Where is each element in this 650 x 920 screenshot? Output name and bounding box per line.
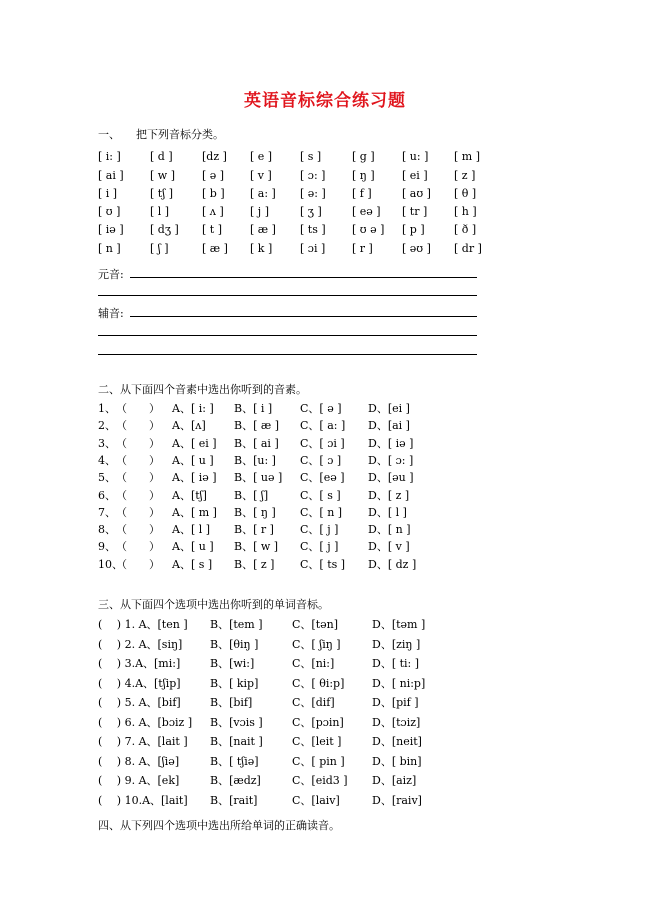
consonant-label: 辅音: [98,307,124,320]
phonetic-symbol: [ ei ] [402,169,428,182]
option-d: D、[tɔiz] [372,716,421,729]
option-b: B、[bif] [210,696,253,709]
question-number: 7、 [98,506,116,519]
question-number: 5、 [98,471,116,484]
option-d: D、[ l ] [368,506,407,519]
option-a: A、[ l ] [172,523,211,536]
option-b: B、[ ai ] [234,437,279,450]
phonetic-symbol: [ æ ] [250,223,276,236]
option-d: D、[ ɔ: ] [368,454,414,467]
option-c: C、[ j ] [300,540,339,553]
phonetic-symbol: [ eə ] [352,205,381,218]
option-b: B、[rait] [210,794,258,807]
option-c: C、[laiv] [292,794,340,807]
option-d: D、[ n ] [368,523,411,536]
option-c: C、[leit ] [292,735,342,748]
option-b: B、[ædz] [210,774,261,787]
phonetic-symbol: [ k ] [250,242,273,255]
phonetic-symbol: [ ʊ ə ] [352,223,385,236]
phonetic-symbol: [ ð ] [454,223,477,236]
phonetic-symbol: [ u: ] [402,150,429,163]
option-c: C、[dif] [292,696,335,709]
question-lead[interactable]: ( ) 7. A、[lait ] [98,735,188,748]
phonetic-symbol: [ əʊ ] [402,242,431,255]
phonetic-symbol: [ ai ] [98,169,124,182]
section1-heading-num: 一、 [98,128,120,141]
phonetic-symbol: [ tʃ ] [150,187,173,200]
option-a: A、[ u ] [172,454,214,467]
option-d: D、[ iə ] [368,437,414,450]
option-a: A、[tʃ] [172,489,207,502]
question-number: 2、 [98,419,116,432]
option-d: D、[təm ] [372,618,426,631]
answer-blank[interactable]: （ ） [116,471,160,484]
option-b: B、[ z ] [234,558,275,571]
section3-heading: 三、从下面四个选项中选出你听到的单词音标。 [98,598,329,611]
option-d: D、[ai ] [368,419,410,432]
question-lead[interactable]: ( ) 10.A、[lait] [98,794,188,807]
consonant-answer-line-3[interactable] [98,354,477,355]
phonetic-symbol: [ l ] [150,205,170,218]
phonetic-symbol: [ dʒ ] [150,223,179,236]
option-d: D、[ z ] [368,489,410,502]
question-lead[interactable]: ( ) 9. A、[ek] [98,774,180,787]
option-d: D、[pif ] [372,696,419,709]
option-d: D、[aiz] [372,774,417,787]
consonant-answer-line-2[interactable] [98,335,477,336]
answer-blank[interactable]: （ ） [116,454,160,467]
option-c: C、[ θi:p] [292,677,345,690]
question-number: 6、 [98,489,116,502]
question-number: 4、 [98,454,116,467]
answer-blank[interactable]: （ ） [116,402,160,415]
section1-heading: 把下列音标分类。 [136,128,224,141]
phonetic-symbol: [ iə ] [98,223,124,236]
answer-blank[interactable]: （ ） [116,419,160,432]
phonetic-symbol: [ ʌ ] [202,205,224,218]
phonetic-symbol: [ ʃ ] [150,242,169,255]
phonetic-symbol: [ i: ] [98,150,121,163]
section4-heading: 四、从下列四个选项中选出所给单词的正确读音。 [98,819,340,832]
question-lead[interactable]: ( ) 3.A、[mi:] [98,657,181,670]
answer-blank[interactable]: （ ） [116,540,160,553]
question-number: 1、 [98,402,116,415]
option-b: B、[wi:] [210,657,255,670]
option-c: C、[ ts ] [300,558,346,571]
phonetic-symbol: [ f ] [352,187,372,200]
option-d: D、[ ti: ] [372,657,420,670]
option-c: C、[tən] [292,618,339,631]
option-a: A、[ ei ] [172,437,217,450]
phonetic-symbol: [ r ] [352,242,373,255]
option-c: C、[ pin ] [292,755,345,768]
option-b: B、[θiŋ ] [210,638,259,651]
option-c: C、[eə ] [300,471,345,484]
answer-blank[interactable]: （ ） [116,506,160,519]
answer-blank[interactable]: （ ） [116,523,160,536]
phonetic-symbol: [ ə: ] [300,187,326,200]
option-d: D、[əu ] [368,471,414,484]
option-c: C、[ a: ] [300,419,346,432]
option-c: C、[ ə ] [300,402,342,415]
phonetic-symbol: [ ɔ: ] [300,169,326,182]
option-b: B、[ tʃiə] [210,755,259,768]
answer-blank[interactable]: （ ） [116,437,160,450]
phonetic-symbol: [ d ] [150,150,173,163]
phonetic-symbol: [ dr ] [454,242,482,255]
option-d: D、[ei ] [368,402,410,415]
question-number: 9、 [98,540,116,553]
vowel-label: 元音: [98,268,124,281]
option-c: C、[ ʃiŋ ] [292,638,341,651]
option-b: B、[ r ] [234,523,274,536]
phonetic-symbol: [ j ] [250,205,269,218]
page-title: 英语音标综合练习题 [244,91,406,111]
question-lead[interactable]: ( ) 5. A、[bif] [98,696,181,709]
vowel-answer-line-2[interactable] [98,295,477,296]
phonetic-symbol: [ g ] [352,150,375,163]
phonetic-symbol: [ z ] [454,169,476,182]
option-d: D、[ ni:p] [372,677,426,690]
phonetic-symbol: [ h ] [454,205,477,218]
phonetic-symbol: [ b ] [202,187,225,200]
section2-heading: 二、从下面四个音素中选出你听到的音素。 [98,383,307,396]
option-b: B、[ ʃ] [234,489,269,502]
option-d: D、[ bin] [372,755,422,768]
option-a: A、[ m ] [172,506,217,519]
phonetic-symbol: [ p ] [402,223,425,236]
option-c: C、[ni:] [292,657,335,670]
question-number: 8、 [98,523,116,536]
option-d: D、[ v ] [368,540,410,553]
option-b: B、[ æ ] [234,419,279,432]
option-b: B、[tem ] [210,618,263,631]
option-b: B、[u: ] [234,454,276,467]
option-b: B、[ ŋ ] [234,506,276,519]
phonetic-symbol: [ s ] [300,150,322,163]
question-number: 10、 [98,558,123,571]
option-b: B、[ kip] [210,677,259,690]
question-lead[interactable]: ( ) 6. A、[bɔiz ] [98,716,193,729]
option-d: D、[raiv] [372,794,422,807]
phonetic-symbol: [ w ] [150,169,175,182]
question-lead[interactable]: ( ) 4.A、[tʃip] [98,677,181,690]
phonetic-symbol: [ t ] [202,223,222,236]
option-a: A、[ i: ] [172,402,214,415]
option-a: A、[ʌ] [172,419,206,432]
option-c: C、[ ɔ ] [300,454,342,467]
option-d: D、[ dz ] [368,558,417,571]
phonetic-symbol: [ aʊ ] [402,187,431,200]
question-lead[interactable]: ( ) 1. A、[ten ] [98,618,188,631]
phonetic-symbol: [ ə ] [202,169,225,182]
option-a: A、[ s ] [172,558,213,571]
phonetic-symbol: [ v ] [250,169,272,182]
option-b: B、[ i ] [234,402,273,415]
consonant-answer-line[interactable] [130,316,477,317]
question-lead[interactable]: ( ) 2. A、[siŋ] [98,638,183,651]
phonetic-symbol: [ n ] [98,242,121,255]
phonetic-symbol: [ a: ] [250,187,276,200]
phonetic-symbol: [ i ] [98,187,118,200]
option-d: D、[neit] [372,735,422,748]
phonetic-symbol: [ ŋ ] [352,169,375,182]
vowel-answer-line[interactable] [130,277,477,278]
question-number: 3、 [98,437,116,450]
answer-blank[interactable]: （ ） [116,558,160,571]
option-b: B、[ uə ] [234,471,283,484]
phonetic-symbol: [dz ] [202,150,227,163]
phonetic-symbol: [ θ ] [454,187,477,200]
option-c: C、[ s ] [300,489,341,502]
phonetic-symbol: [ tr ] [402,205,428,218]
option-d: D、[ziŋ ] [372,638,421,651]
option-c: C、[pɔin] [292,716,344,729]
phonetic-symbol: [ ʊ ] [98,205,121,218]
option-c: C、[ n ] [300,506,343,519]
phonetic-symbol: [ ʒ ] [300,205,322,218]
option-b: B、[ w ] [234,540,279,553]
option-c: C、[ ɔi ] [300,437,345,450]
phonetic-symbol: [ ɔi ] [300,242,326,255]
option-b: B、[vɔis ] [210,716,263,729]
question-lead[interactable]: ( ) 8. A、[ʃiə] [98,755,180,768]
answer-blank[interactable]: （ ） [116,489,160,502]
option-c: C、[ j ] [300,523,339,536]
option-b: B、[nait ] [210,735,263,748]
phonetic-symbol: [ æ ] [202,242,228,255]
option-a: A、[ u ] [172,540,214,553]
option-a: A、[ iə ] [172,471,217,484]
option-c: C、[eid3 ] [292,774,348,787]
phonetic-symbol: [ e ] [250,150,273,163]
phonetic-symbol: [ m ] [454,150,481,163]
phonetic-symbol: [ ts ] [300,223,326,236]
